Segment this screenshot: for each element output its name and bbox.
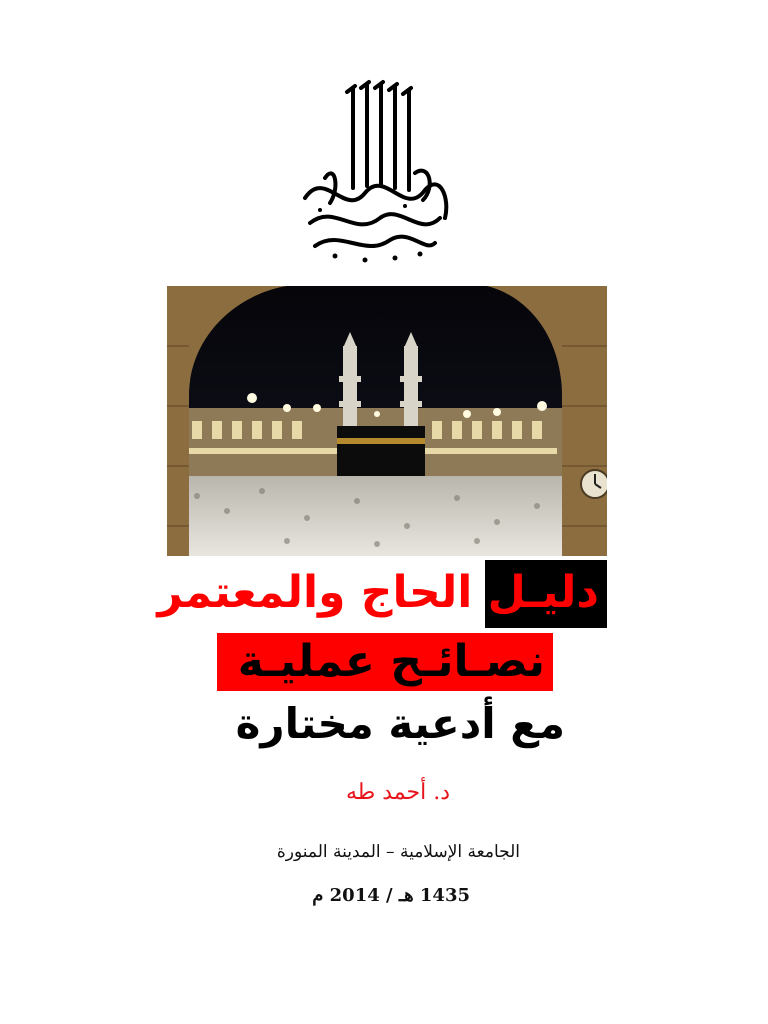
- subtitle-selected-prayers: مع أدعية مختارة: [235, 699, 565, 748]
- basmala-calligraphy: [295, 78, 455, 268]
- title-line-2: [217, 633, 553, 691]
- kaaba-photo: [167, 286, 607, 556]
- author-name: د. أحمد طه: [345, 780, 450, 805]
- subtitle-practical-tips: نصـائـح عمليـة: [237, 636, 545, 687]
- title-line-1: [157, 560, 607, 628]
- publication-date: 1435 هـ / 2014 م: [312, 885, 470, 906]
- title-line-3: [205, 695, 565, 753]
- university-name: الجامعة الإسلامية – المدينة المنورة: [276, 842, 520, 862]
- title-main: دليـل الحاج والمعتمر: [157, 567, 599, 618]
